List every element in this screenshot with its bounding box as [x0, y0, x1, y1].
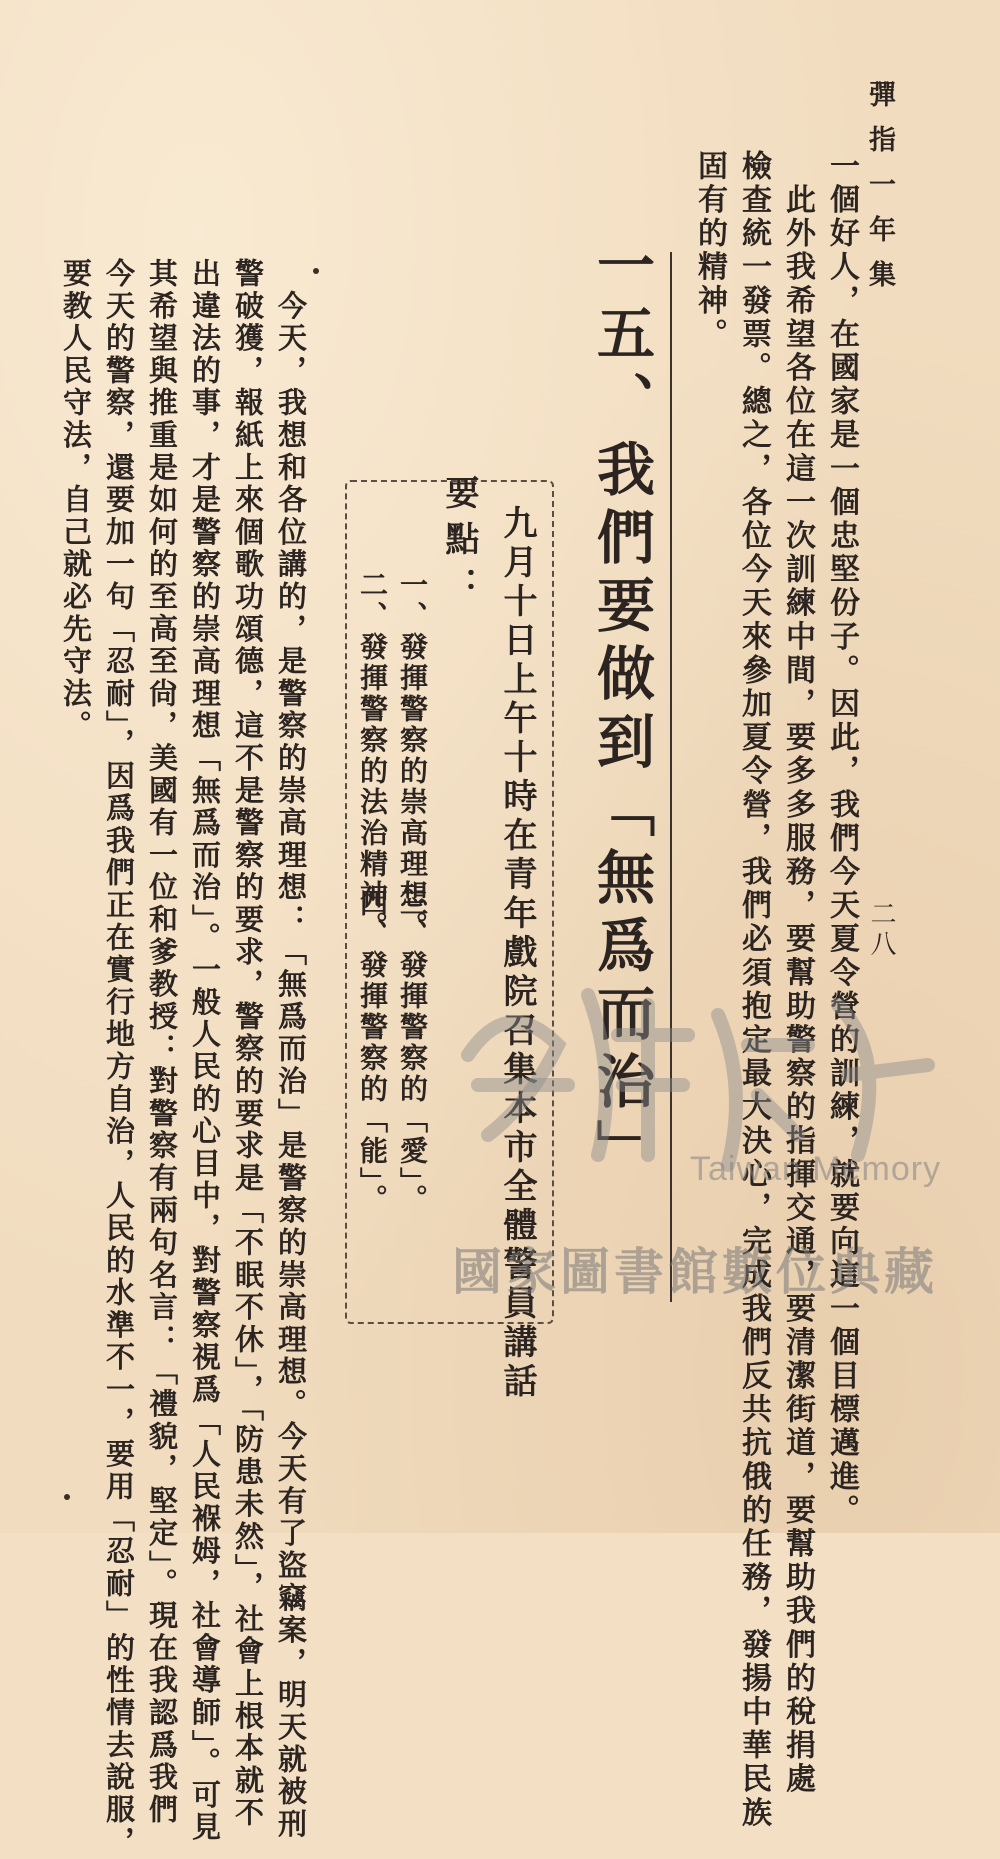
- key-point-2: 二、發揮警察的法治精神。: [356, 570, 389, 942]
- lecture-line-4: 其希望與推重是如何的至高至尙，美國有一位和爹教授：對警察有兩句名言：「禮貌，堅定」。現在我認爲我們: [145, 258, 179, 1827]
- title-divider: [670, 252, 672, 1302]
- lecture-line-5: 今天的警察，還要加一句「忍耐」，因爲我們正在實行地方自治，人民的水準不一，要用「忍耐」的性情去說服，: [102, 258, 136, 1859]
- page-number: 二八: [866, 900, 896, 960]
- ink-speck: [64, 1494, 70, 1500]
- book-title: 彈指一年集: [864, 80, 895, 305]
- ink-speck: [313, 268, 319, 274]
- chapter-title: 一五、我們要做到「無爲而治」: [587, 235, 655, 1187]
- key-point-1: 一、發揮警察的崇高理想。: [396, 570, 429, 942]
- key-points-label: 要點：: [439, 475, 479, 613]
- lecture-line-1: 今天，我想和各位講的，是警察的崇高理想：「無爲而治」是警察的崇高理想。今天有了盜竊案，明天就被刑: [274, 258, 308, 1841]
- chapter-subtitle: 九月十日上午十時在青年戲院召集本市全體警員講話: [497, 505, 537, 1402]
- key-point-3: 三、發揮警察的「愛」。: [396, 888, 429, 1215]
- key-point-4: 四、發揮警察的「能」。: [356, 888, 389, 1215]
- body-line-3: 檢查統一發票。總之，各位今天來參加夏令營，我們必須抱定最大決心，完成我們反共抗俄的任務，發揚中華民族: [736, 150, 771, 1830]
- watermark-english: Taiwan Memory: [690, 1150, 942, 1188]
- watermark-institution: 國家圖書館數位典藏: [452, 1243, 938, 1301]
- lecture-line-6: 要教人民守法，自己就必先守法。: [59, 258, 93, 743]
- body-line-1: 一個好人，在國家是一個忠堅份子。因此，我們今天夏令營的訓練，就要向這一個目標邁進。: [824, 150, 859, 1528]
- lecture-line-3: 出違法的事，才是警察的崇高理想「無爲而治」。一般人民的心目中，對警察視爲「人民褓姆，社會導師」。可見: [188, 258, 222, 1844]
- body-line-2: 此外我希望各位在這一次訓練中間，要多多服務，要幫助警察的指揮交通，要清潔街道，要幫助我們的稅捐處: [780, 150, 815, 1797]
- lecture-line-2: 警破獲，報紙上來個歌功頌德，這不是警察的要求，警察的要求是「不眠不休」，「防患未然」，社會上根本就不: [231, 258, 265, 1830]
- body-line-4: 固有的精神。: [692, 150, 727, 352]
